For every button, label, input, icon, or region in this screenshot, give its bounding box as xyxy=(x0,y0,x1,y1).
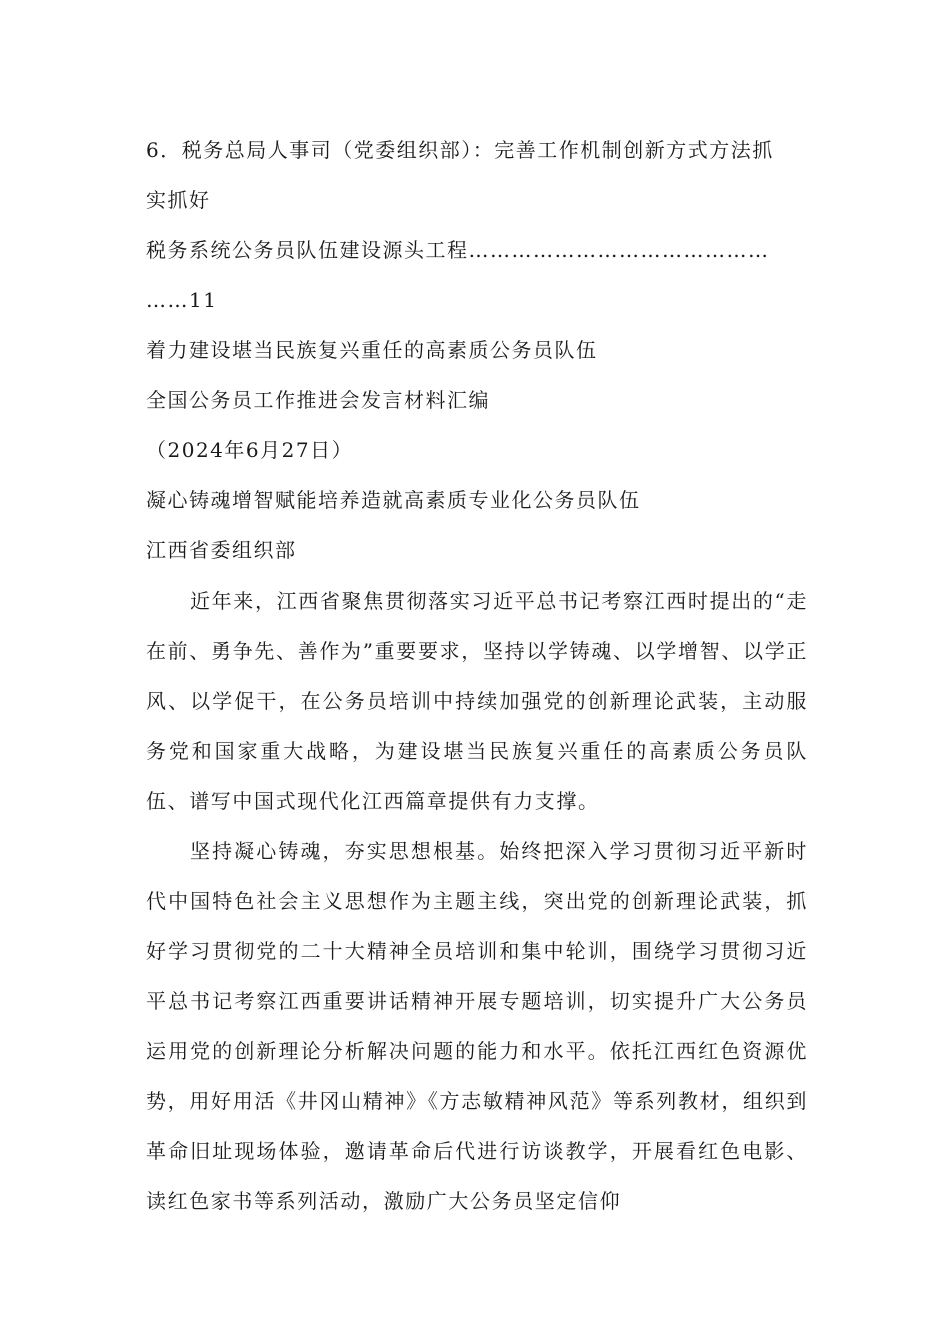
toc-entry-line-1: 6．税务总局人事司（党委组织部）：完善工作机制创新方式方法抓 xyxy=(146,138,774,162)
heading-sub: 全国公务员工作推进会发言材料汇编 xyxy=(146,388,490,412)
section-author: 江西省委组织部 xyxy=(146,538,297,562)
toc-entry-line-3: 税务系统公务员队伍建设源头工程…………………………………… xyxy=(146,238,770,262)
toc-entry-page-number: ……11 xyxy=(146,288,218,312)
body-paragraph-2: 坚持凝心铸魂，夯实思想根基。始终把深入学习贯彻习近平新时代中国特色社会主义思想作为主题主线，突出党的创新理论武装，抓好学习贯彻党的二十大精神全员培训和集中轮训，围绕学习贯彻习近平总书记考察江西重要讲话精神开展专题培训，切实提升广大公务员运用党的创新理论分析解决问题的能力和水平。依托江西红色资源优势，用好用活《井冈山精神》《方志敏精神风范》等系列教材，组织到革命旧址现场体验，邀请革命后代进行访谈教学，开展看红色电影、读红色家书等系列活动，激励广大公务员坚定信仰 xyxy=(146,839,808,1213)
toc-entry-line-2: 实抓好 xyxy=(146,188,211,212)
section-title: 凝心铸魂增智赋能培养造就高素质专业化公务员队伍 xyxy=(146,488,641,512)
body-paragraph-1: 近年来，江西省聚焦贯彻落实习近平总书记考察江西时提出的“走在前、勇争先、善作为”重要要求，坚持以学铸魂、以学增智、以学正风、以学促干，在公务员培训中持续加强党的创新理论武装，主动服务党和国家重大战略，为建设堪当民族复兴重任的高素质公务员队伍、谱写中国式现代化江西篇章提供有力支撑。 xyxy=(146,589,808,813)
heading-main: 着力建设堪当民族复兴重任的高素质公务员队伍 xyxy=(146,338,598,362)
document-date: （2024年6月27日） xyxy=(146,438,354,462)
